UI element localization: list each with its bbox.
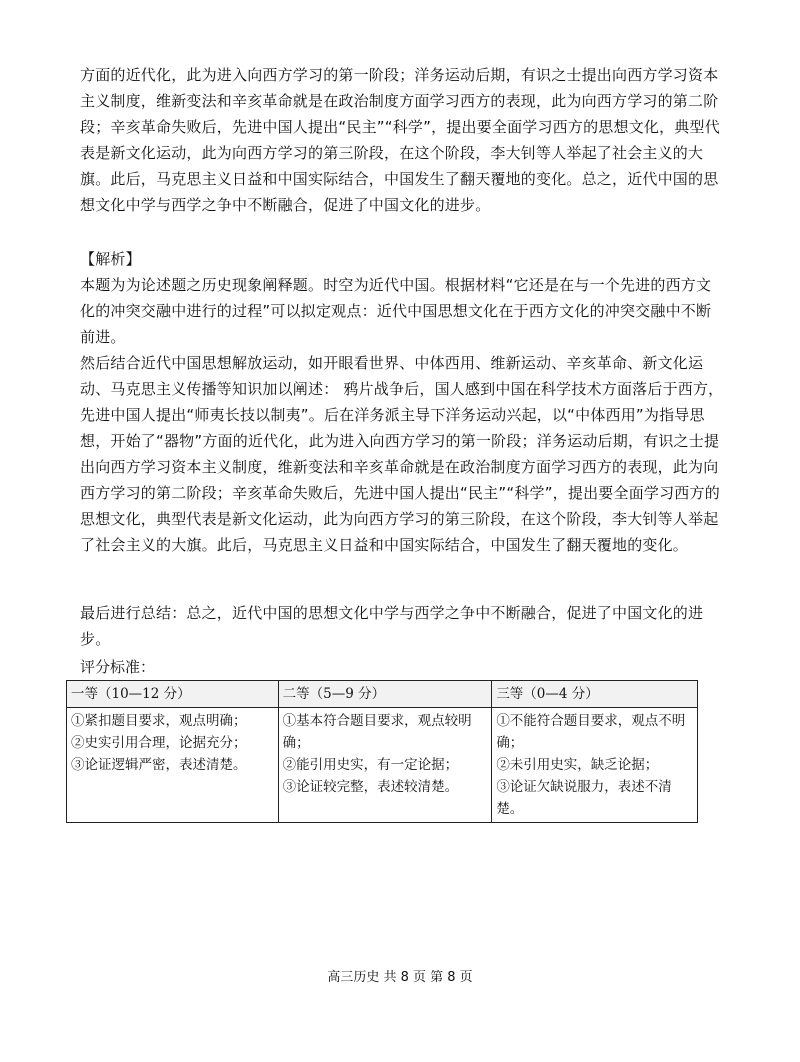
criterion-line: ②能引用史实，有一定论据； [282, 757, 459, 773]
criterion-line: ③论证逻辑严密，表述清楚。 [71, 757, 247, 773]
criterion-line: ①不能符合题目要求，观点不明确； [496, 713, 686, 751]
analysis-text-1: 本题为为论述题之历史现象阐释题。时空为近代中国。根据材料“它还是在与一个先进的西方文化的冲突交融中进行的过程”可以拟定观点：近代中国思想文化在于西方文化的冲突交融中不断前进。 [80, 276, 712, 346]
analysis-paragraph-2 [80, 350, 725, 558]
criterion-line: ①基本符合题目要求，观点较明确； [282, 713, 472, 751]
analysis-heading: 【解析】 [80, 250, 141, 268]
rubric-cell-grade-1 [67, 708, 279, 823]
rubric-label: 评分标准： [80, 658, 156, 676]
rubric-cell-grade-3 [492, 708, 698, 823]
criterion-line: ②史实引用合理，论据充分； [71, 735, 247, 751]
analysis-text-2: 然后结合近代中国思想解放运动，如开眼看世界、中体西用、维新运动、辛亥革命、新文化运动、马克思主义传播等知识加以阐述： 鸦片战争后，国人感到中国在科学技术方面落后于西方，先进中国人提出“师夷长技以制夷”。后在洋务派主导下洋务运动兴起，以“中体西用”为指导思想，开始了“器物”方面的近代化，此为进入向西方学习的第一阶段；洋务运动后期，有识之士提出向西方学习资本主义制度，维新变法和辛亥革命就是在政治制度方面学习西方的表现，此为向西方学习的第二阶段；辛亥革命失败后，先进中国人提出“民主”“科学”，提出要全面学习西方的思想文化，典型代表是新文化运动，此为向西方学习的第三阶段，在这个阶段，李大钊等人举起了社会主义的大旗。此后，马克思主义日益和中国实际结合，中国发生了翻天覆地的变化。 [80, 354, 724, 554]
criterion-line: ③论证较完整，表述较清楚。 [282, 779, 459, 795]
answer-continuation-paragraph [80, 62, 725, 218]
rubric-criteria-row [67, 708, 698, 823]
rubric-header-grade-3: 三等（0—4 分） [492, 681, 698, 708]
analysis-paragraph-3 [80, 600, 725, 652]
continuation-text: 方面的近代化，此为进入向西方学习的第一阶段；洋务运动后期，有识之士提出向西方学习资本主义制度，维新变法和辛亥革命就是在政治制度方面学习西方的表现，此为向西方学习的第二阶段；辛亥革命失败后，先进中国人提出“民主”“科学”，提出要全面学习西方的思想文化，典型代表是新文化运动，此为向西方学习的第三阶段，在这个阶段，李大钊等人举起了社会主义的大旗。此后，马克思主义日益和中国实际结合，中国发生了翻天覆地的变化。总之，近代中国的思想文化中学与西学之争中不断融合，促进了中国文化的进步。 [80, 66, 720, 214]
analysis-paragraph-1 [80, 272, 725, 350]
page-footer: 高三历史 共 8 页 第 8 页 [327, 970, 473, 985]
criterion-line: ②未引用史实，缺乏论据； [496, 757, 659, 773]
rubric-table [66, 680, 698, 823]
analysis-text-3: 最后进行总结：总之，近代中国的思想文化中学与西学之争中不断融合，促进了中国文化的进步。 [80, 604, 704, 648]
criterion-line: ①紧扣题目要求，观点明确； [71, 713, 247, 729]
rubric-cell-grade-2 [278, 708, 492, 823]
rubric-header-grade-2: 二等（5—9 分） [278, 681, 492, 708]
rubric-header-grade-1: 一等（10—12 分） [67, 681, 279, 708]
rubric-header-row [67, 681, 698, 708]
criterion-line: ③论证欠缺说服力，表述不清楚。 [496, 779, 672, 817]
